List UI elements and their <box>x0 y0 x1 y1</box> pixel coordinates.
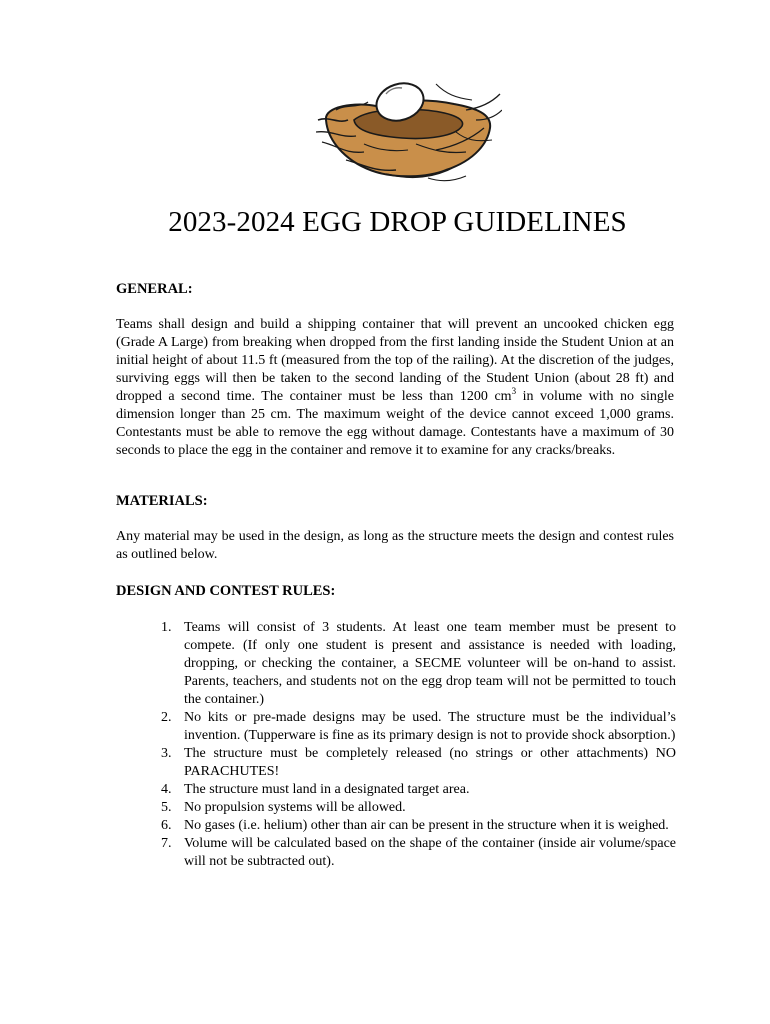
general-paragraph <box>116 316 674 460</box>
list-item-text: Volume will be calculated based on the shape of the container (inside air volume/space will not be subtracted out). <box>184 836 676 869</box>
list-item-number: 2. <box>161 710 172 725</box>
list-item-number: 3. <box>161 746 172 761</box>
materials-paragraph: Any material may be used in the design, as long as the structure meets the design and contest rules as outlined below. <box>116 529 674 562</box>
list-item-text: No kits or pre-made designs may be used. The structure must be the individual’s invention. (Tupperware is fine as its primary design is not to provide shock absorption.) <box>184 710 676 743</box>
general-text-part-2: in volume with no single dimension longer than 25 cm. The maximum weight of the device cannot exceed 1,000 grams. Contestants must be able to remove the egg without damage. Contestants have a maximum of 30 seconds to place the egg in the container and remove it to examine for any cracks/breaks. <box>116 389 675 458</box>
general-heading: GENERAL: <box>116 281 193 297</box>
list-item <box>150 835 676 871</box>
egg-nest-illustration <box>316 80 502 184</box>
page-title: 2023-2024 EGG DROP GUIDELINES <box>168 206 627 238</box>
rules-list <box>150 619 676 871</box>
list-item-text: The structure must be completely released (no strings or other attachments) NO PARACHUTES! <box>184 746 676 779</box>
list-item <box>150 745 676 781</box>
list-item-number: 6. <box>161 818 172 833</box>
list-item-text: No propulsion systems will be allowed. <box>184 800 406 815</box>
list-item <box>150 619 676 709</box>
rules-heading: DESIGN AND CONTEST RULES: <box>116 583 336 599</box>
list-item-text: The structure must land in a designated target area. <box>184 782 470 797</box>
list-item-number: 4. <box>161 782 172 797</box>
list-item <box>150 817 676 835</box>
list-item <box>150 799 676 817</box>
general-text-part-1: Teams shall design and build a shipping container that will prevent an uncooked chicken egg (Grade A Large) from breaking when dropped from the first landing inside the Student Union at an initial height of about 11.5 ft (measured from the top of the railing). At the discretion of the judges, surviving eggs will then be taken to the second landing of the Student Union (about 28 ft) and dropped a second time. The container must be less than 1200 cm <box>116 317 674 404</box>
list-item-number: 5. <box>161 800 172 815</box>
materials-heading: MATERIALS: <box>116 493 208 509</box>
list-item-text: No gases (i.e. helium) other than air can be present in the structure when it is weighed. <box>184 818 669 833</box>
superscript-exponent: 3 <box>511 386 517 396</box>
list-item-text: Teams will consist of 3 students. At least one team member must be present to compete. (If only one student is present and assistance is needed with loading, dropping, or checking the container, a SECME volunteer will be on-hand to assist. Parents, teachers, and students not on the egg drop team will not be permitted to touch the container.) <box>184 620 676 707</box>
list-item-number: 1. <box>161 620 172 635</box>
list-item <box>150 709 676 745</box>
list-item-number: 7. <box>161 836 172 851</box>
list-item <box>150 781 676 799</box>
